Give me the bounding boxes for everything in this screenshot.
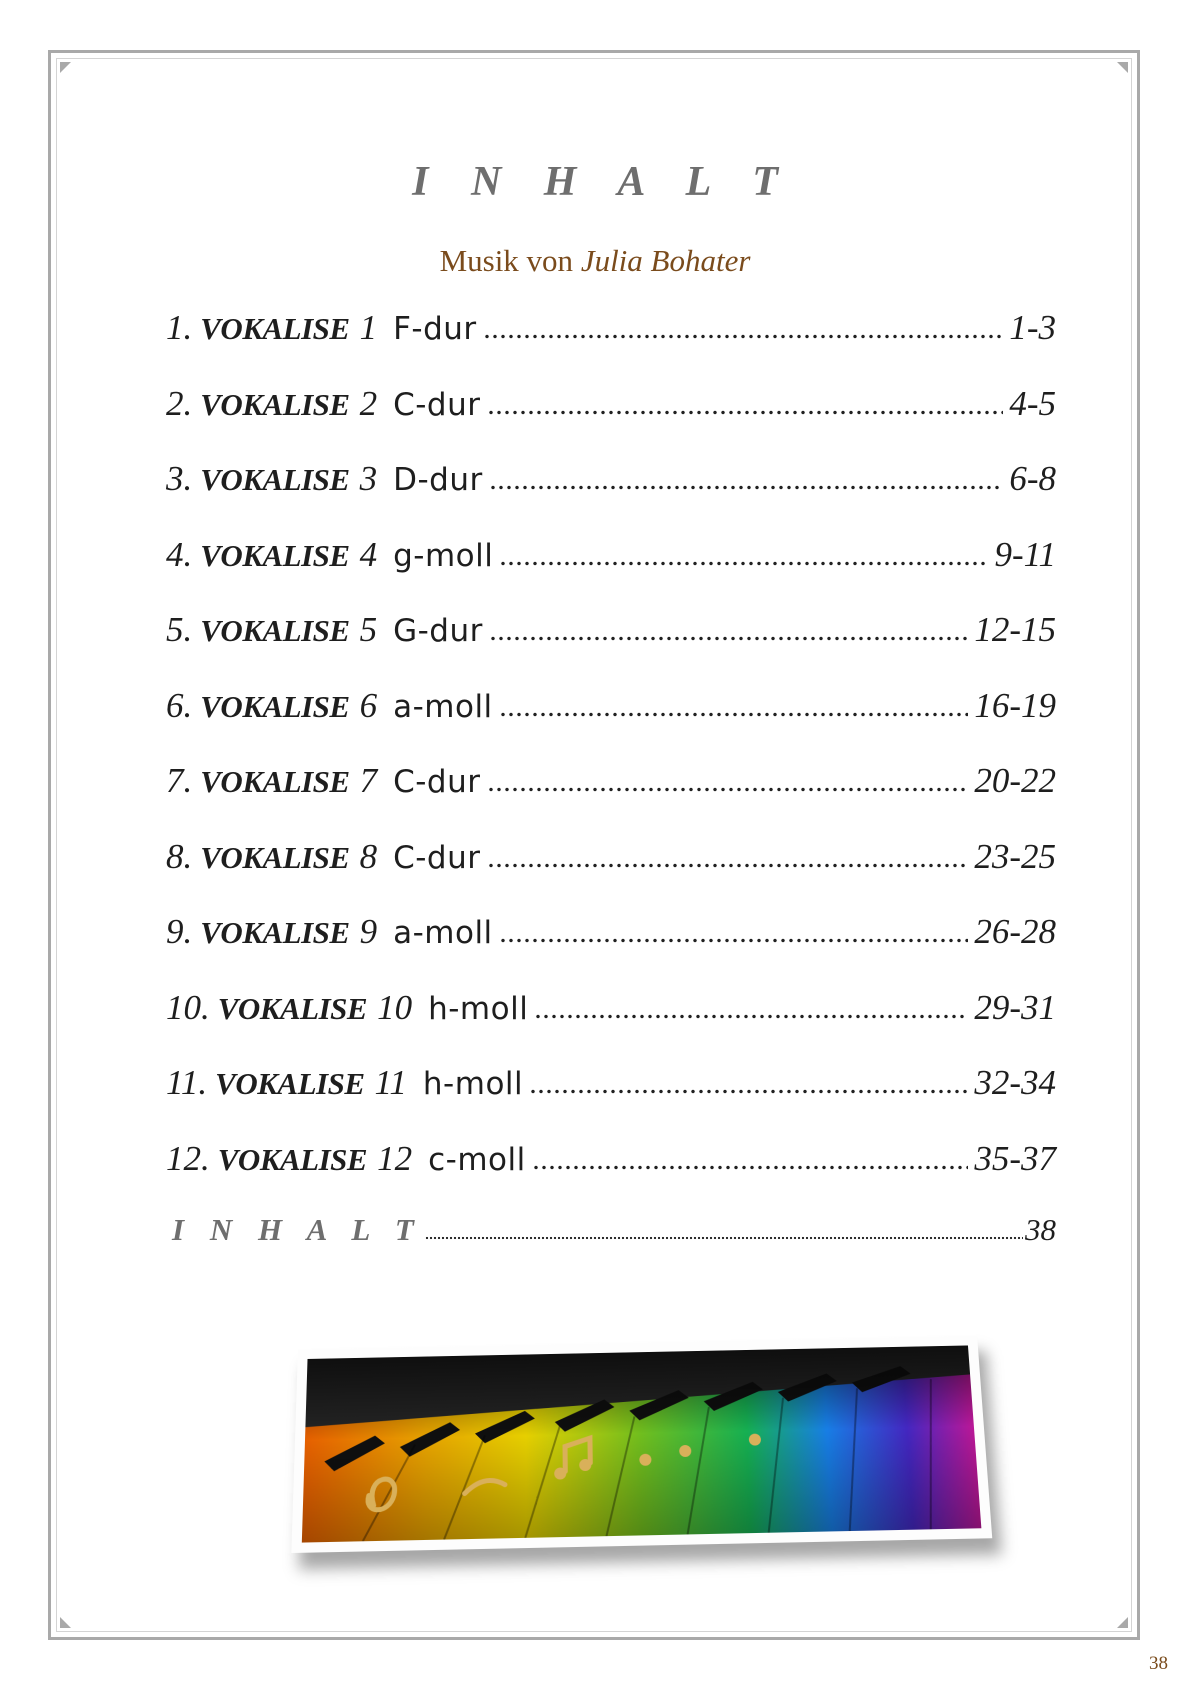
table-of-contents (166, 308, 1056, 1288)
toc-entry[interactable] (166, 308, 1056, 384)
piano-keys-photo (291, 1336, 992, 1553)
entry-number: 6. (166, 685, 193, 725)
entry-work: VOKALISE (200, 462, 350, 497)
entry-key: C-dur (393, 764, 481, 800)
entry-work-number: 6 (359, 685, 378, 725)
dot-leader (487, 863, 969, 868)
entry-work-number: 5 (359, 610, 378, 649)
entry-key: C-dur (393, 839, 481, 876)
entry-work-number: 10 (377, 987, 413, 1027)
entry-key: a-moll (393, 688, 493, 725)
dot-leader (425, 1236, 1023, 1240)
entry-pages: 23-25 (974, 836, 1056, 876)
dot-leader (532, 1165, 969, 1170)
entry-work: VOKALISE (200, 688, 350, 724)
entry-key: G-dur (393, 613, 483, 649)
rainbow-piano-keys-image (302, 1345, 982, 1542)
entry-label: I N H A L T (172, 1212, 423, 1247)
dot-leader (487, 410, 1004, 415)
toc-entry[interactable] (166, 761, 1056, 837)
corner-ornament (1117, 62, 1128, 73)
toc-entry[interactable] (166, 535, 1056, 611)
composer-name: Julia Bohater (580, 243, 751, 278)
entry-number: 1. (166, 308, 193, 347)
entry-work: VOKALISE (200, 839, 350, 875)
entry-work: VOKALISE (200, 613, 350, 648)
entry-pages: 6-8 (1009, 459, 1056, 498)
page-title: I N H A L T (412, 159, 794, 205)
subtitle (0, 243, 1190, 279)
entry-work-number: 7 (359, 761, 378, 800)
entry-work-number: 1 (359, 308, 378, 347)
corner-ornament (1117, 1617, 1128, 1628)
corner-ornament (60, 1617, 71, 1628)
dot-leader (529, 1089, 968, 1094)
dot-leader (534, 1014, 968, 1019)
dot-leader (499, 938, 969, 943)
entry-pages: 1-3 (1009, 308, 1056, 347)
entry-work-number: 3 (359, 459, 378, 498)
entry-work-number: 2 (359, 383, 378, 423)
corner-ornament (60, 62, 71, 73)
entry-work: VOKALISE (200, 764, 350, 799)
entry-number: 11. (166, 1063, 208, 1102)
dot-leader (487, 787, 969, 792)
entry-work: VOKALISE (215, 1066, 365, 1101)
entry-number: 10. (166, 987, 210, 1027)
entry-work: VOKALISE (217, 990, 368, 1026)
entry-pages: 29-31 (974, 987, 1056, 1027)
entry-number: 8. (166, 836, 193, 876)
entry-key: F-dur (393, 311, 477, 347)
entry-pages: 16-19 (974, 685, 1056, 725)
entry-number: 3. (166, 459, 193, 498)
toc-entry[interactable] (166, 384, 1056, 460)
toc-entry[interactable] (166, 837, 1056, 913)
dot-leader (489, 485, 1004, 490)
entry-pages: 35-37 (974, 1138, 1056, 1178)
entry-pages: 9-11 (994, 534, 1056, 574)
entry-key: c-moll (428, 1141, 526, 1178)
entry-number: 12. (166, 1138, 210, 1178)
dot-leader (483, 334, 1004, 339)
entry-key: C-dur (393, 386, 481, 423)
dot-leader (499, 712, 969, 717)
page-number: 38 (1149, 1653, 1168, 1674)
entry-work: VOKALISE (200, 537, 350, 573)
entry-pages: 20-22 (974, 761, 1056, 800)
toc-entry[interactable] (166, 1139, 1056, 1215)
toc-entry[interactable] (166, 1063, 1056, 1139)
entry-pages: 12-15 (974, 610, 1056, 649)
entry-number: 5. (166, 610, 193, 649)
entry-key: h-moll (428, 990, 529, 1027)
toc-entry[interactable] (166, 610, 1056, 686)
entry-number: 7. (166, 761, 193, 800)
entry-work: VOKALISE (200, 311, 350, 346)
entry-work: VOKALISE (200, 386, 350, 422)
toc-entry[interactable] (166, 686, 1056, 762)
entry-key: h-moll (422, 1066, 524, 1102)
dot-leader (499, 561, 988, 566)
subtitle-prefix: Musik von (439, 243, 574, 278)
entry-pages: 32-34 (974, 1063, 1056, 1102)
entry-key: a-moll (393, 915, 493, 951)
entry-pages: 38 (1025, 1212, 1056, 1247)
entry-work: VOKALISE (200, 915, 350, 950)
entry-number: 4. (166, 534, 193, 574)
entry-work: VOKALISE (217, 1141, 368, 1177)
entry-pages: 26-28 (974, 912, 1056, 951)
entry-key: g-moll (393, 537, 494, 574)
entry-number: 9. (166, 912, 193, 951)
entry-work-number: 11 (374, 1063, 407, 1102)
toc-entry[interactable] (166, 912, 1056, 988)
toc-entry[interactable] (166, 988, 1056, 1064)
entry-work-number: 4 (359, 534, 378, 574)
toc-entry-inhalt[interactable] (166, 1212, 1056, 1288)
entry-work-number: 8 (359, 836, 378, 876)
entry-key: D-dur (393, 462, 483, 498)
toc-entry[interactable] (166, 459, 1056, 535)
entry-pages: 4-5 (1009, 383, 1056, 423)
entry-work-number: 9 (359, 912, 378, 951)
entry-number: 2. (166, 383, 193, 423)
entry-work-number: 12 (377, 1138, 413, 1178)
dot-leader (489, 636, 968, 641)
